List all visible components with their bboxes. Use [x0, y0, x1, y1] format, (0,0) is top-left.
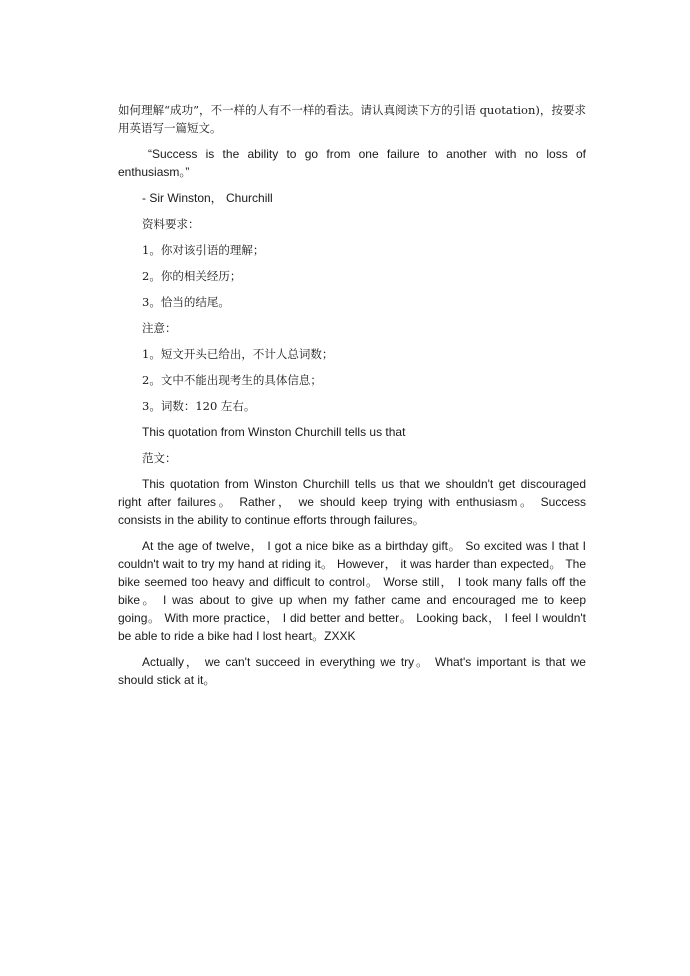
requirement-item: 3。恰当的结尾。 — [142, 295, 230, 309]
notes-heading: 注意： — [142, 321, 177, 335]
requirement-item: 1。你对该引语的理解； — [142, 243, 265, 257]
opening-line: This quotation from Winston Churchill tells us that — [142, 425, 406, 439]
note-item: 3。词数：120 左右。 — [142, 399, 256, 413]
note-item: 1。短文开头已给出，不计人总词数； — [142, 347, 334, 361]
requirement-item: 2。你的相关经历； — [142, 269, 242, 283]
quote-paragraph: “Success is the ability to go from one failure to another with no loss of enthusiasm。” — [118, 147, 586, 179]
document-body — [118, 101, 586, 689]
sample-heading: 范文： — [142, 451, 177, 465]
quote-attribution: - Sir Winston， Churchill — [142, 191, 273, 205]
note-item: 2。文中不能出现考生的具体信息； — [142, 373, 322, 387]
intro-paragraph: 如何理解“成功”，不一样的人有不一样的看法。请认真阅读下方的引语 quotation)，按要求用英语写一篇短文。 — [118, 103, 586, 135]
sample-paragraph: This quotation from Winston Churchill tells us that we shouldn't get discouraged right after failures。 Rather， we should keep trying with enthusiasm。 Success consists in the ability to continue efforts through failures。 — [118, 477, 586, 527]
sample-paragraph: Actually， we can't succeed in everything we try。 What's important is that we should stick at it。 — [118, 655, 586, 687]
requirements-heading: 资料要求： — [142, 217, 200, 231]
sample-paragraph: At the age of twelve， I got a nice bike as a birthday gift。 So excited was I that I couldn't wait to try my hand at riding it。 However， it was harder than expected。 The bike seemed too heavy and difficult to control。 Worse still， I took many falls off the bike。 I was about to give up when my father came and encouraged me to keep going。 With more practice， I did better and better。 Looking back， I feel I wouldn't be able to ride a bike had I lost heart。ZXXK — [118, 539, 586, 643]
